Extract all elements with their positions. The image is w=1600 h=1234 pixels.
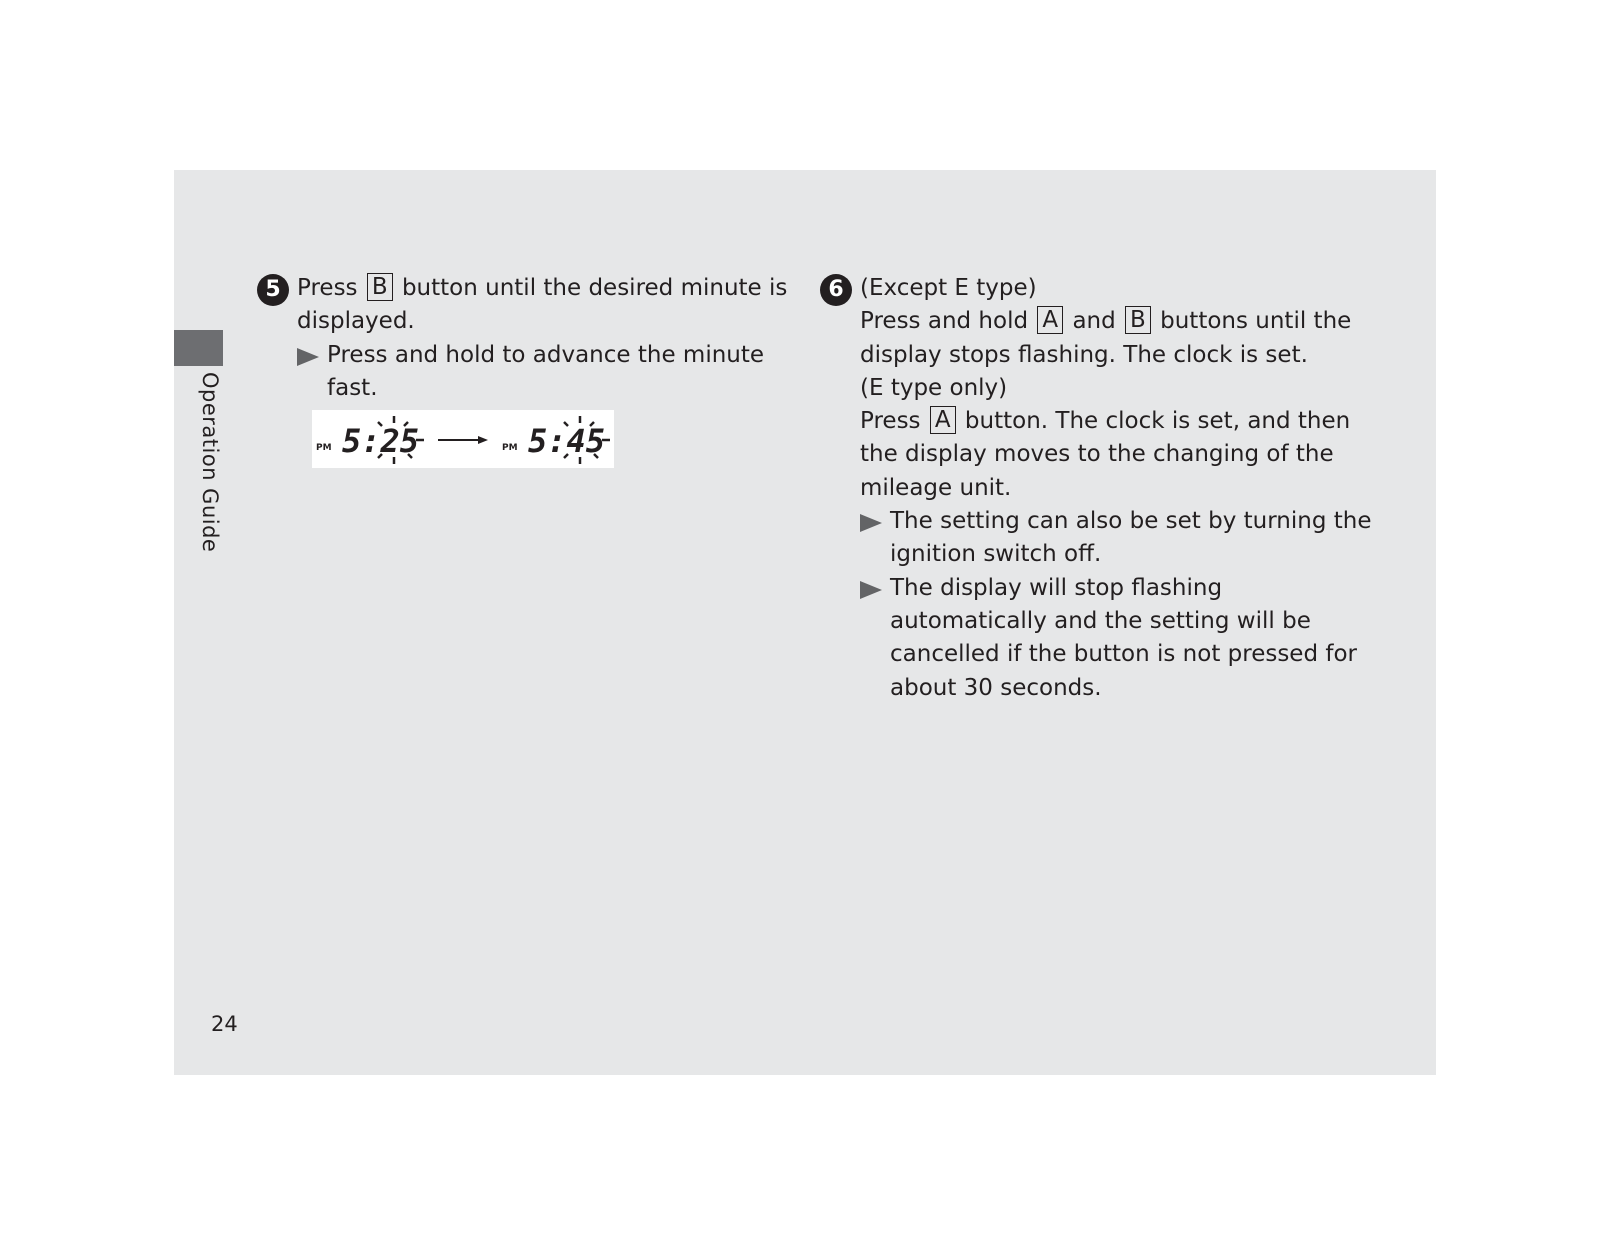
- pm-indicator-before: PM: [316, 443, 332, 453]
- triangle-bullet-icon: [860, 514, 882, 532]
- clock-display-illustration: [312, 410, 614, 468]
- triangle-bullet-icon: [860, 581, 882, 599]
- triangle-bullet-icon: [297, 348, 319, 366]
- step-6: [828, 272, 1380, 705]
- step-6-line-5: Press A button. The clock is set, and then: [860, 407, 1351, 435]
- step-5-line-2: displayed.: [297, 308, 415, 335]
- step-6-line-4: (E type only): [860, 374, 1008, 401]
- step-6-line-2: Press and hold A and B buttons until the: [860, 307, 1352, 335]
- step-5-badge: 5: [257, 274, 289, 306]
- section-side-label: Operation Guide: [198, 372, 222, 553]
- step-6-line-1: (Except E type): [860, 275, 1037, 301]
- key-b-label: B: [1125, 306, 1151, 334]
- key-b-label: B: [367, 273, 393, 301]
- clock-display-before: 5:25: [342, 422, 420, 460]
- step-5-line-1: Press B button until the desired minute is: [297, 274, 788, 301]
- step-5: [265, 272, 788, 405]
- step-6-note-1: The setting can also be set by turning the ignition switch off.: [860, 505, 1380, 572]
- clock-display-after: 5:45: [528, 422, 606, 460]
- section-tab-marker: [174, 330, 223, 366]
- step-5-note: Press and hold to advance the minute fast.: [297, 339, 767, 406]
- step-6-line-7: mileage unit.: [860, 474, 1012, 501]
- page-number: 24: [211, 1012, 238, 1036]
- step-6-badge: 6: [820, 274, 852, 306]
- arrow-right-icon: [438, 436, 488, 444]
- pm-indicator-after: PM: [502, 443, 518, 453]
- step-6-line-3: display stops flashing. The clock is set.: [860, 341, 1308, 368]
- key-a-label: A: [930, 406, 956, 434]
- key-a-label: A: [1037, 306, 1063, 334]
- step-6-line-6: the display moves to the changing of the: [860, 441, 1334, 468]
- step-6-note-2: The display will stop flashing automatically and the setting will be cancelled if the button is not pressed for about 30 seconds.: [860, 572, 1380, 705]
